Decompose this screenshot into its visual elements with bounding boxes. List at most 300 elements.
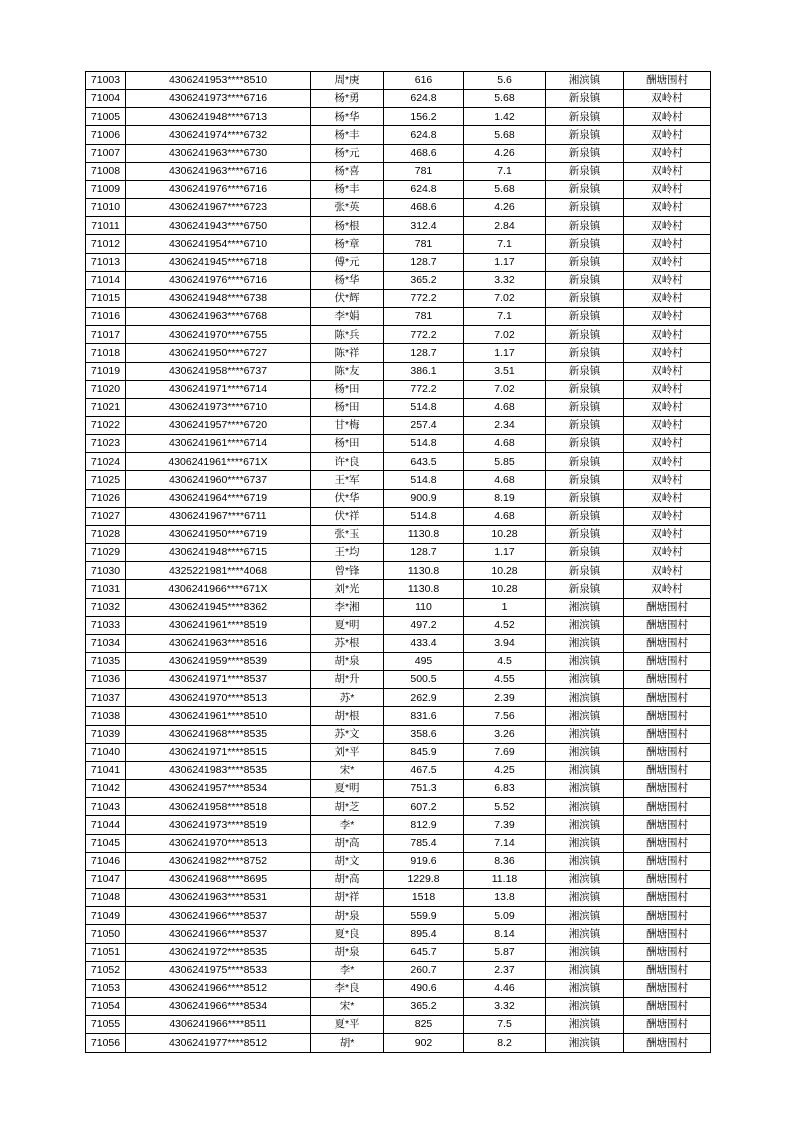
- cell-serial-number: 71039: [86, 725, 126, 743]
- cell-village: 酬塘围村: [624, 798, 711, 816]
- table-row: [86, 162, 711, 180]
- cell-village: 双岭村: [624, 435, 711, 453]
- cell-area: 10.28: [464, 562, 546, 580]
- table-row: [86, 489, 711, 507]
- cell-area: 11.18: [464, 870, 546, 888]
- cell-id-number: 4306241963****6730: [126, 144, 311, 162]
- cell-amount: 358.6: [384, 725, 464, 743]
- cell-serial-number: 71034: [86, 634, 126, 652]
- cell-town: 新泉镇: [546, 416, 624, 434]
- cell-name: 刘*平: [311, 743, 384, 761]
- cell-town: 新泉镇: [546, 326, 624, 344]
- cell-village: 酬塘围村: [624, 1016, 711, 1034]
- cell-amount: 919.6: [384, 852, 464, 870]
- cell-town: 新泉镇: [546, 471, 624, 489]
- cell-amount: 785.4: [384, 834, 464, 852]
- cell-area: 4.68: [464, 507, 546, 525]
- cell-serial-number: 71005: [86, 108, 126, 126]
- cell-town: 新泉镇: [546, 180, 624, 198]
- cell-serial-number: 71048: [86, 889, 126, 907]
- cell-serial-number: 71029: [86, 544, 126, 562]
- cell-area: 2.84: [464, 217, 546, 235]
- cell-name: 胡*泉: [311, 907, 384, 925]
- table-row: [86, 997, 711, 1015]
- cell-village: 酬塘围村: [624, 943, 711, 961]
- cell-town: 湘滨镇: [546, 616, 624, 634]
- cell-town: 湘滨镇: [546, 725, 624, 743]
- cell-serial-number: 71009: [86, 180, 126, 198]
- cell-area: 7.1: [464, 235, 546, 253]
- table-row: [86, 453, 711, 471]
- cell-amount: 514.8: [384, 398, 464, 416]
- cell-village: 酬塘围村: [624, 671, 711, 689]
- cell-serial-number: 71042: [86, 780, 126, 798]
- table-row: [86, 780, 711, 798]
- cell-name: 夏*良: [311, 925, 384, 943]
- cell-id-number: 4306241966****8537: [126, 907, 311, 925]
- cell-area: 5.68: [464, 180, 546, 198]
- cell-village: 酬塘围村: [624, 852, 711, 870]
- cell-area: 1: [464, 598, 546, 616]
- cell-village: 酬塘围村: [624, 961, 711, 979]
- cell-village: 酬塘围村: [624, 634, 711, 652]
- cell-serial-number: 71006: [86, 126, 126, 144]
- cell-serial-number: 71021: [86, 398, 126, 416]
- cell-village: 双岭村: [624, 507, 711, 525]
- cell-village: 双岭村: [624, 308, 711, 326]
- table-row: [86, 344, 711, 362]
- cell-village: 双岭村: [624, 562, 711, 580]
- cell-town: 湘滨镇: [546, 979, 624, 997]
- cell-village: 酬塘围村: [624, 598, 711, 616]
- cell-amount: 386.1: [384, 362, 464, 380]
- cell-area: 4.46: [464, 979, 546, 997]
- cell-id-number: 4306241968****8535: [126, 725, 311, 743]
- cell-id-number: 4306241976****6716: [126, 271, 311, 289]
- cell-village: 双岭村: [624, 471, 711, 489]
- cell-name: 许*良: [311, 453, 384, 471]
- cell-town: 湘滨镇: [546, 907, 624, 925]
- cell-village: 酬塘围村: [624, 979, 711, 997]
- cell-area: 8.14: [464, 925, 546, 943]
- table-row: [86, 326, 711, 344]
- cell-amount: 624.8: [384, 180, 464, 198]
- cell-name: 胡*: [311, 1034, 384, 1053]
- cell-id-number: 4306241961****8510: [126, 707, 311, 725]
- cell-amount: 607.2: [384, 798, 464, 816]
- cell-serial-number: 71049: [86, 907, 126, 925]
- cell-town: 新泉镇: [546, 253, 624, 271]
- cell-name: 杨*华: [311, 108, 384, 126]
- cell-serial-number: 71027: [86, 507, 126, 525]
- table-row: [86, 580, 711, 598]
- table-row: [86, 180, 711, 198]
- cell-id-number: 4306241958****6737: [126, 362, 311, 380]
- table-row: [86, 380, 711, 398]
- cell-id-number: 4325221981****4068: [126, 562, 311, 580]
- cell-name: 王*均: [311, 544, 384, 562]
- cell-serial-number: 71045: [86, 834, 126, 852]
- cell-town: 湘滨镇: [546, 761, 624, 779]
- cell-id-number: 4306241961****671X: [126, 453, 311, 471]
- cell-village: 双岭村: [624, 217, 711, 235]
- cell-name: 杨*田: [311, 435, 384, 453]
- table-row: [86, 416, 711, 434]
- cell-name: 胡*文: [311, 852, 384, 870]
- table-row: [86, 653, 711, 671]
- cell-town: 新泉镇: [546, 398, 624, 416]
- cell-village: 双岭村: [624, 344, 711, 362]
- cell-village: 双岭村: [624, 235, 711, 253]
- cell-town: 新泉镇: [546, 435, 624, 453]
- table-row: [86, 471, 711, 489]
- cell-town: 湘滨镇: [546, 689, 624, 707]
- cell-area: 4.25: [464, 761, 546, 779]
- cell-amount: 312.4: [384, 217, 464, 235]
- cell-serial-number: 71041: [86, 761, 126, 779]
- cell-name: 刘*光: [311, 580, 384, 598]
- cell-town: 湘滨镇: [546, 943, 624, 961]
- cell-amount: 845.9: [384, 743, 464, 761]
- table-row: [86, 616, 711, 634]
- cell-name: 杨*丰: [311, 180, 384, 198]
- table-row: [86, 761, 711, 779]
- cell-town: 新泉镇: [546, 108, 624, 126]
- cell-village: 双岭村: [624, 271, 711, 289]
- cell-amount: 772.2: [384, 380, 464, 398]
- cell-id-number: 4306241950****6727: [126, 344, 311, 362]
- cell-village: 双岭村: [624, 289, 711, 307]
- table-row: [86, 743, 711, 761]
- cell-name: 杨*章: [311, 235, 384, 253]
- cell-id-number: 4306241971****6714: [126, 380, 311, 398]
- cell-town: 湘滨镇: [546, 653, 624, 671]
- cell-village: 双岭村: [624, 580, 711, 598]
- cell-village: 酬塘围村: [624, 725, 711, 743]
- cell-name: 杨*元: [311, 144, 384, 162]
- cell-serial-number: 71019: [86, 362, 126, 380]
- cell-area: 13.8: [464, 889, 546, 907]
- cell-village: 双岭村: [624, 326, 711, 344]
- cell-name: 夏*明: [311, 780, 384, 798]
- cell-name: 宋*: [311, 761, 384, 779]
- cell-area: 7.1: [464, 308, 546, 326]
- cell-amount: 1518: [384, 889, 464, 907]
- cell-town: 湘滨镇: [546, 889, 624, 907]
- cell-town: 新泉镇: [546, 126, 624, 144]
- cell-amount: 365.2: [384, 997, 464, 1015]
- cell-area: 7.02: [464, 380, 546, 398]
- cell-name: 杨*喜: [311, 162, 384, 180]
- cell-id-number: 4306241968****8695: [126, 870, 311, 888]
- cell-name: 李*: [311, 816, 384, 834]
- table-row: [86, 199, 711, 217]
- cell-serial-number: 71003: [86, 72, 126, 90]
- table-row: [86, 798, 711, 816]
- cell-amount: 751.3: [384, 780, 464, 798]
- cell-amount: 495: [384, 653, 464, 671]
- cell-name: 甘*梅: [311, 416, 384, 434]
- cell-amount: 645.7: [384, 943, 464, 961]
- cell-name: 李*湘: [311, 598, 384, 616]
- cell-amount: 365.2: [384, 271, 464, 289]
- cell-id-number: 4306241945****6718: [126, 253, 311, 271]
- cell-town: 湘滨镇: [546, 1016, 624, 1034]
- cell-name: 王*军: [311, 471, 384, 489]
- cell-name: 胡*高: [311, 870, 384, 888]
- cell-serial-number: 71036: [86, 671, 126, 689]
- cell-id-number: 4306241963****6768: [126, 308, 311, 326]
- cell-serial-number: 71007: [86, 144, 126, 162]
- cell-town: 新泉镇: [546, 380, 624, 398]
- cell-name: 杨*田: [311, 380, 384, 398]
- cell-name: 李*良: [311, 979, 384, 997]
- subsidy-table: [85, 71, 711, 1053]
- cell-village: 双岭村: [624, 108, 711, 126]
- cell-amount: 772.2: [384, 289, 464, 307]
- cell-amount: 781: [384, 162, 464, 180]
- cell-area: 5.6: [464, 72, 546, 90]
- cell-amount: 624.8: [384, 90, 464, 108]
- cell-id-number: 4306241976****6716: [126, 180, 311, 198]
- cell-amount: 490.6: [384, 979, 464, 997]
- table-row: [86, 525, 711, 543]
- cell-amount: 895.4: [384, 925, 464, 943]
- cell-amount: 468.6: [384, 144, 464, 162]
- table-row: [86, 72, 711, 90]
- cell-area: 6.83: [464, 780, 546, 798]
- table-row: [86, 834, 711, 852]
- cell-town: 新泉镇: [546, 344, 624, 362]
- cell-town: 湘滨镇: [546, 634, 624, 652]
- cell-id-number: 4306241963****6716: [126, 162, 311, 180]
- cell-town: 新泉镇: [546, 489, 624, 507]
- cell-id-number: 4306241977****8512: [126, 1034, 311, 1053]
- cell-name: 伏*华: [311, 489, 384, 507]
- cell-town: 湘滨镇: [546, 870, 624, 888]
- cell-amount: 468.6: [384, 199, 464, 217]
- cell-name: 陈*祥: [311, 344, 384, 362]
- cell-area: 2.34: [464, 416, 546, 434]
- table-row: [86, 398, 711, 416]
- cell-name: 杨*田: [311, 398, 384, 416]
- cell-amount: 900.9: [384, 489, 464, 507]
- cell-name: 傅*元: [311, 253, 384, 271]
- cell-id-number: 4306241945****8362: [126, 598, 311, 616]
- cell-serial-number: 71033: [86, 616, 126, 634]
- cell-area: 7.02: [464, 289, 546, 307]
- cell-serial-number: 71022: [86, 416, 126, 434]
- cell-serial-number: 71017: [86, 326, 126, 344]
- table-row: [86, 90, 711, 108]
- cell-area: 8.19: [464, 489, 546, 507]
- cell-serial-number: 71011: [86, 217, 126, 235]
- cell-id-number: 4306241975****8533: [126, 961, 311, 979]
- cell-id-number: 4306241970****8513: [126, 834, 311, 852]
- cell-town: 新泉镇: [546, 90, 624, 108]
- cell-area: 3.32: [464, 997, 546, 1015]
- cell-id-number: 4306241961****8519: [126, 616, 311, 634]
- table-row: [86, 235, 711, 253]
- cell-town: 湘滨镇: [546, 780, 624, 798]
- cell-village: 酬塘围村: [624, 834, 711, 852]
- cell-serial-number: 71054: [86, 997, 126, 1015]
- cell-village: 酬塘围村: [624, 816, 711, 834]
- cell-amount: 616: [384, 72, 464, 90]
- cell-village: 酬塘围村: [624, 1034, 711, 1053]
- cell-name: 伏*辉: [311, 289, 384, 307]
- cell-area: 7.56: [464, 707, 546, 725]
- cell-village: 双岭村: [624, 362, 711, 380]
- cell-serial-number: 71012: [86, 235, 126, 253]
- table-row: [86, 925, 711, 943]
- cell-id-number: 4306241957****6720: [126, 416, 311, 434]
- cell-amount: 559.9: [384, 907, 464, 925]
- cell-village: 酬塘围村: [624, 72, 711, 90]
- cell-area: 7.14: [464, 834, 546, 852]
- cell-area: 4.5: [464, 653, 546, 671]
- table-row: [86, 889, 711, 907]
- cell-area: 8.36: [464, 852, 546, 870]
- cell-serial-number: 71030: [86, 562, 126, 580]
- cell-town: 湘滨镇: [546, 1034, 624, 1053]
- cell-village: 双岭村: [624, 199, 711, 217]
- table-row: [86, 870, 711, 888]
- cell-serial-number: 71008: [86, 162, 126, 180]
- cell-village: 双岭村: [624, 126, 711, 144]
- cell-name: 杨*勇: [311, 90, 384, 108]
- cell-name: 夏*平: [311, 1016, 384, 1034]
- cell-name: 胡*高: [311, 834, 384, 852]
- cell-name: 苏*文: [311, 725, 384, 743]
- cell-serial-number: 71013: [86, 253, 126, 271]
- cell-area: 7.39: [464, 816, 546, 834]
- cell-id-number: 4306241982****8752: [126, 852, 311, 870]
- cell-town: 湘滨镇: [546, 834, 624, 852]
- cell-village: 酬塘围村: [624, 743, 711, 761]
- cell-area: 5.68: [464, 90, 546, 108]
- cell-amount: 781: [384, 308, 464, 326]
- cell-serial-number: 71038: [86, 707, 126, 725]
- cell-amount: 831.6: [384, 707, 464, 725]
- table-row: [86, 907, 711, 925]
- cell-town: 新泉镇: [546, 525, 624, 543]
- cell-name: 陈*兵: [311, 326, 384, 344]
- cell-name: 伏*祥: [311, 507, 384, 525]
- table-row: [86, 507, 711, 525]
- cell-town: 湘滨镇: [546, 671, 624, 689]
- cell-town: 新泉镇: [546, 271, 624, 289]
- cell-id-number: 4306241967****6711: [126, 507, 311, 525]
- table-row: [86, 289, 711, 307]
- cell-village: 酬塘围村: [624, 616, 711, 634]
- cell-serial-number: 71025: [86, 471, 126, 489]
- cell-serial-number: 71055: [86, 1016, 126, 1034]
- table-row: [86, 217, 711, 235]
- cell-area: 3.32: [464, 271, 546, 289]
- cell-name: 张*英: [311, 199, 384, 217]
- subsidy-table-body: [86, 72, 711, 1053]
- cell-name: 胡*芝: [311, 798, 384, 816]
- cell-name: 苏*: [311, 689, 384, 707]
- cell-serial-number: 71047: [86, 870, 126, 888]
- cell-town: 新泉镇: [546, 217, 624, 235]
- table-row: [86, 126, 711, 144]
- cell-id-number: 4306241948****6738: [126, 289, 311, 307]
- cell-town: 湘滨镇: [546, 997, 624, 1015]
- cell-village: 酬塘围村: [624, 907, 711, 925]
- cell-serial-number: 71020: [86, 380, 126, 398]
- table-row: [86, 362, 711, 380]
- cell-area: 4.68: [464, 398, 546, 416]
- cell-area: 7.02: [464, 326, 546, 344]
- cell-amount: 772.2: [384, 326, 464, 344]
- cell-town: 新泉镇: [546, 199, 624, 217]
- cell-village: 双岭村: [624, 162, 711, 180]
- cell-town: 新泉镇: [546, 507, 624, 525]
- cell-id-number: 4306241960****6737: [126, 471, 311, 489]
- cell-area: 4.68: [464, 435, 546, 453]
- table-row: [86, 308, 711, 326]
- cell-area: 7.1: [464, 162, 546, 180]
- cell-area: 1.17: [464, 344, 546, 362]
- table-row: [86, 816, 711, 834]
- cell-name: 陈*友: [311, 362, 384, 380]
- cell-id-number: 4306241974****6732: [126, 126, 311, 144]
- cell-serial-number: 71052: [86, 961, 126, 979]
- cell-amount: 260.7: [384, 961, 464, 979]
- table-row: [86, 253, 711, 271]
- cell-village: 酬塘围村: [624, 653, 711, 671]
- cell-town: 湘滨镇: [546, 961, 624, 979]
- cell-name: 杨*根: [311, 217, 384, 235]
- cell-serial-number: 71035: [86, 653, 126, 671]
- cell-id-number: 4306241966****8534: [126, 997, 311, 1015]
- cell-amount: 781: [384, 235, 464, 253]
- table-row: [86, 435, 711, 453]
- cell-town: 湘滨镇: [546, 925, 624, 943]
- cell-village: 酬塘围村: [624, 889, 711, 907]
- cell-id-number: 4306241967****6723: [126, 199, 311, 217]
- table-row: [86, 544, 711, 562]
- cell-village: 酬塘围村: [624, 780, 711, 798]
- cell-name: 杨*华: [311, 271, 384, 289]
- cell-area: 4.68: [464, 471, 546, 489]
- cell-serial-number: 71016: [86, 308, 126, 326]
- cell-amount: 156.2: [384, 108, 464, 126]
- cell-id-number: 4306241966****8537: [126, 925, 311, 943]
- cell-town: 湘滨镇: [546, 707, 624, 725]
- cell-id-number: 4306241957****8534: [126, 780, 311, 798]
- cell-town: 湘滨镇: [546, 816, 624, 834]
- cell-amount: 1130.8: [384, 562, 464, 580]
- table-row: [86, 598, 711, 616]
- cell-serial-number: 71028: [86, 525, 126, 543]
- cell-area: 10.28: [464, 525, 546, 543]
- cell-town: 湘滨镇: [546, 852, 624, 870]
- cell-area: 3.51: [464, 362, 546, 380]
- cell-serial-number: 71040: [86, 743, 126, 761]
- cell-village: 双岭村: [624, 544, 711, 562]
- table-row: [86, 979, 711, 997]
- cell-name: 胡*泉: [311, 653, 384, 671]
- cell-town: 新泉镇: [546, 308, 624, 326]
- cell-town: 新泉镇: [546, 362, 624, 380]
- cell-town: 新泉镇: [546, 162, 624, 180]
- cell-area: 1.42: [464, 108, 546, 126]
- cell-town: 新泉镇: [546, 453, 624, 471]
- cell-name: 李*: [311, 961, 384, 979]
